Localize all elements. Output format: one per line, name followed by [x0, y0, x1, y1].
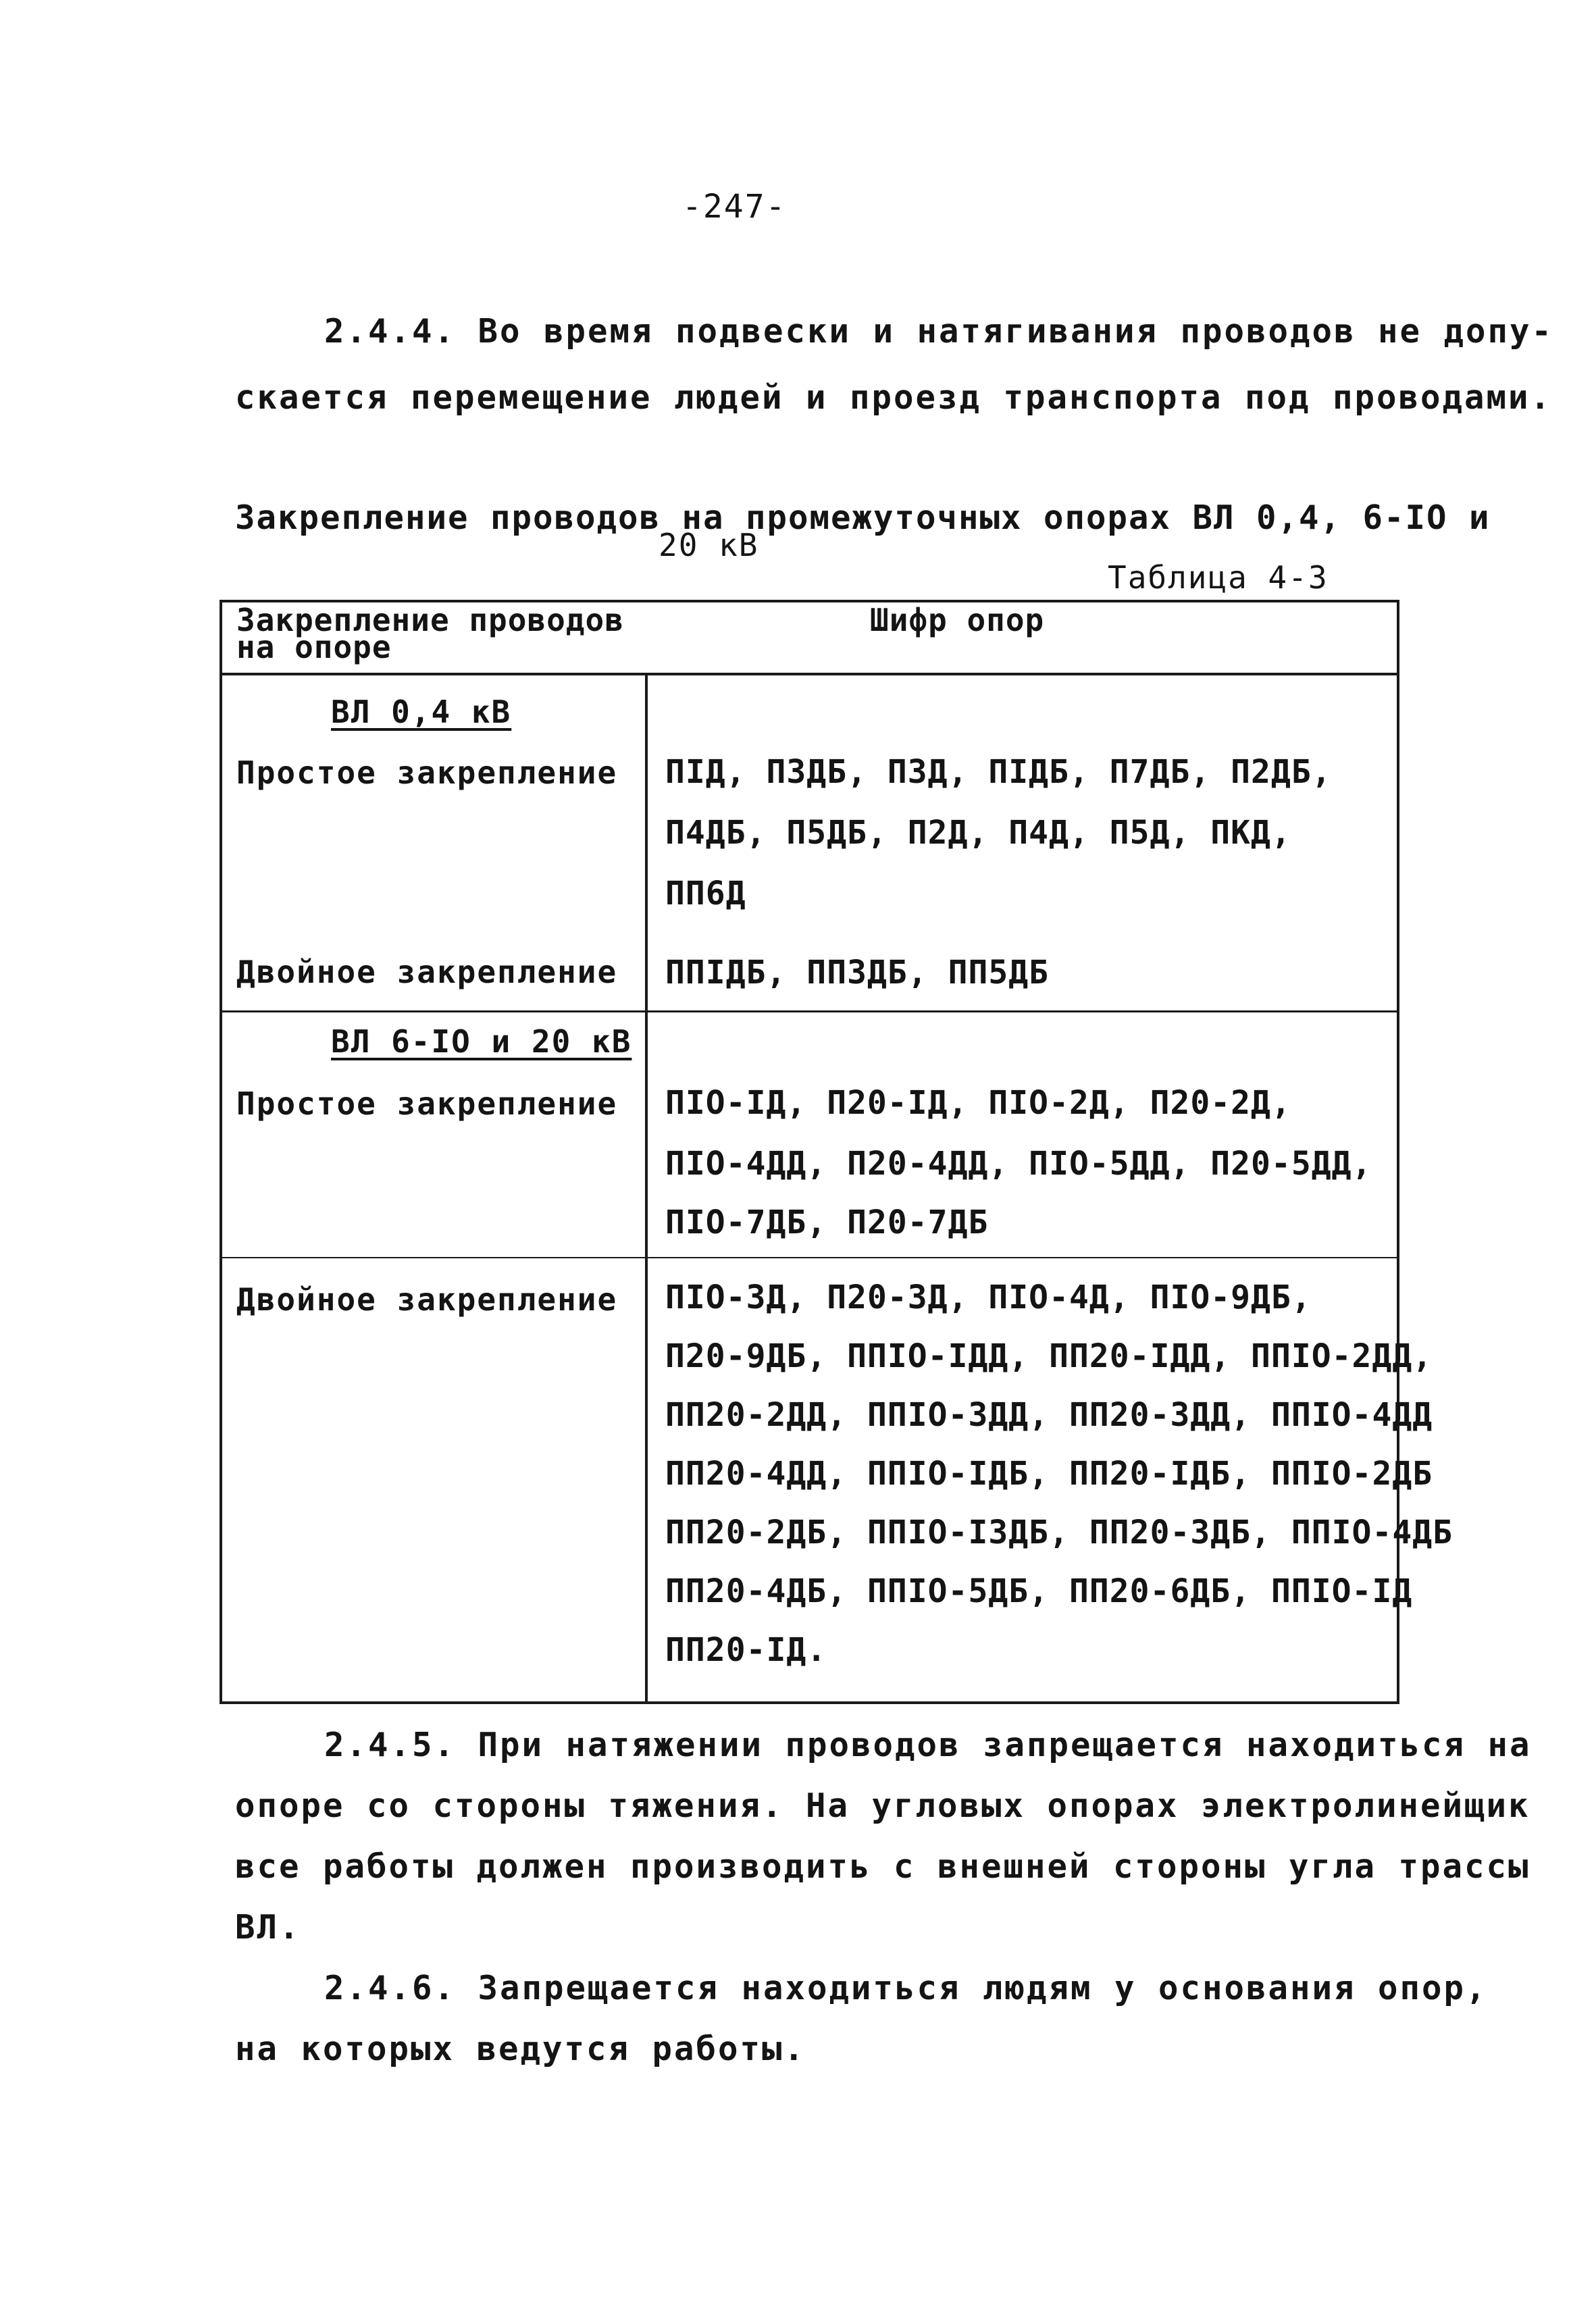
simple-fastening-label: Простое закрепление	[236, 1085, 618, 1122]
simple-fastening-label: Простое закрепление	[236, 754, 618, 791]
double-fastening-label: Двойное закрепление	[236, 954, 618, 990]
code-line: ПП20-4ДБ, ППIO-5ДБ, ПП20-6ДБ, ППIO-IД	[665, 1572, 1413, 1610]
para-245-line-1: 2.4.5. При натяжении проводов запрещается находиться на	[324, 1726, 1532, 1764]
section-title-6-10-20kv: ВЛ 6-IO и 20 кВ	[331, 1023, 632, 1060]
table-row-divider	[220, 1257, 1399, 1258]
code-line: ПП6Д	[665, 875, 746, 912]
table-caption-line-1: Закрепление проводов на промежуточных опорах ВЛ 0,4, 6-IO и	[235, 498, 1491, 537]
para-246-line-2: на которых ведутся работы.	[235, 2030, 806, 2068]
code-line: ПIO-7ДБ, П20-7ДБ	[665, 1204, 989, 1241]
table-header-divider	[220, 673, 1399, 675]
para-245-line-2: опоре со стороны тяжения. На угловых опорах электролинейщик	[235, 1786, 1530, 1825]
code-line: ПIO-4ДД, П20-4ДД, ПIO-5ДД, П20-5ДД,	[665, 1145, 1372, 1183]
header-col2: Шифр опор	[870, 602, 1045, 638]
header-col1-line-1: Закрепление проводов	[236, 602, 624, 638]
code-line: П4ДБ, П5ДБ, П2Д, П4Д, П5Д, ПКД,	[665, 814, 1291, 852]
para-245-line-3: все работы должен производить с внешней стороны угла трассы	[235, 1847, 1530, 1886]
double-fastening-label: Двойное закрепление	[236, 1281, 618, 1318]
header-col1-line-2: на опоре	[236, 629, 392, 665]
code-line: ПП20-2ДД, ППIO-3ДД, ПП20-3ДД, ППIO-4ДД	[665, 1396, 1433, 1434]
code-line: ПIO-IД, П20-IД, ПIO-2Д, П20-2Д,	[665, 1084, 1291, 1122]
code-line: ПП20-4ДД, ППIO-IДБ, ПП20-IДБ, ППIO-2ДБ	[665, 1455, 1433, 1493]
para-246-line-1: 2.4.6. Запрещается находиться людям у основания опор,	[324, 1969, 1488, 2007]
para-244-line-1: 2.4.4. Во время подвески и натягивания проводов не допу-	[324, 312, 1554, 351]
table-caption-line-2: 20 кВ	[659, 527, 759, 563]
table-column-divider	[645, 673, 648, 1704]
code-line: П20-9ДБ, ППIO-IДД, ПП20-IДД, ППIO-2ДД,	[665, 1337, 1433, 1375]
page-number: -247-	[682, 188, 787, 226]
section-title-04kv: ВЛ 0,4 кВ	[331, 694, 512, 730]
code-line: ПIO-3Д, П20-3Д, ПIO-4Д, ПIO-9ДБ,	[665, 1279, 1312, 1316]
para-245-line-4: ВЛ.	[235, 1908, 301, 1947]
code-line: ПП20-IД.	[665, 1631, 827, 1669]
code-line: ППIДБ, ПП3ДБ, ПП5ДБ	[665, 954, 1050, 992]
code-line: ПIД, П3ДБ, П3Д, ПIДБ, П7ДБ, П2ДБ,	[665, 753, 1332, 791]
table-number: Таблица 4-3	[1108, 559, 1329, 596]
code-line: ПП20-2ДБ, ППIO-I3ДБ, ПП20-3ДБ, ППIO-4ДБ	[665, 1514, 1453, 1551]
para-244-line-2: скается перемещение людей и проезд транспорта под проводами.	[235, 378, 1553, 417]
table-section-divider	[220, 1010, 1399, 1012]
